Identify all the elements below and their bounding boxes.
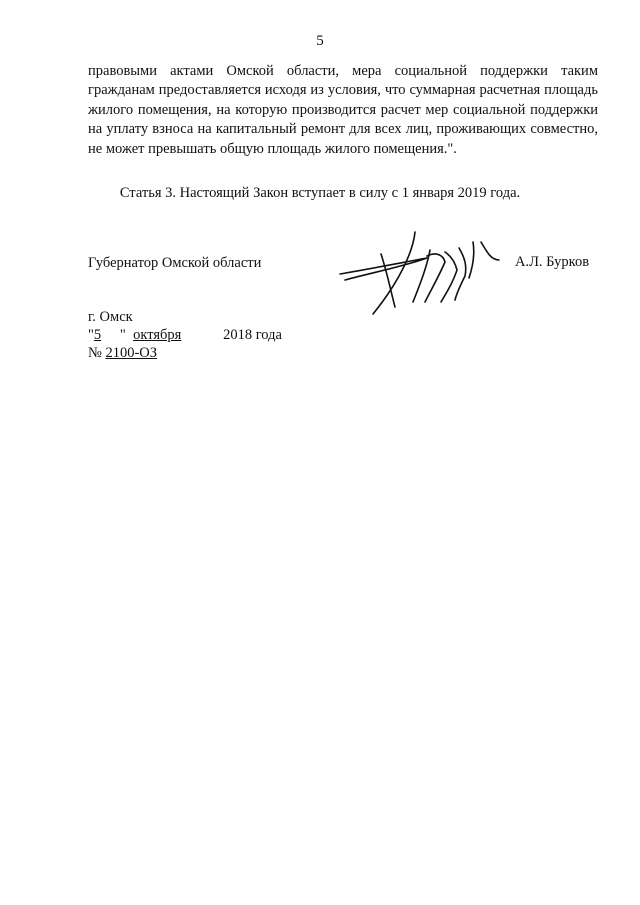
city-line: г. Омск xyxy=(88,309,133,325)
law-paragraph: правовыми актами Омской области, мера социальной поддержки таким гражданам предоставляется исходя из условия, что суммарная расчетная площадь жилого помещения, на которую производится расчет мер социальной поддержки на уплату взноса на капитальный ремонт для всех лиц, проживающих совместно, не может превышать общую площадь жилого помещения.". xyxy=(88,63,598,157)
number-sign: № xyxy=(88,345,102,361)
date-line xyxy=(88,327,282,344)
date-year: 2018 года xyxy=(223,327,282,343)
quote-close: " xyxy=(119,327,126,343)
governor-title: Губернатор Омской области xyxy=(88,255,262,271)
article-3: Статья 3. Настоящий Закон вступает в силу с 1 января 2019 года. xyxy=(119,185,521,201)
date-month: октября xyxy=(133,327,182,343)
law-number-line xyxy=(88,345,157,362)
law-number: 2100-ОЗ xyxy=(105,345,158,361)
handwritten-signature xyxy=(335,222,505,322)
page-number: 5 xyxy=(316,33,324,49)
quote-open: " xyxy=(88,327,94,343)
governor-name: А.Л. Бурков xyxy=(515,254,590,270)
date-day: 5 xyxy=(93,327,102,343)
